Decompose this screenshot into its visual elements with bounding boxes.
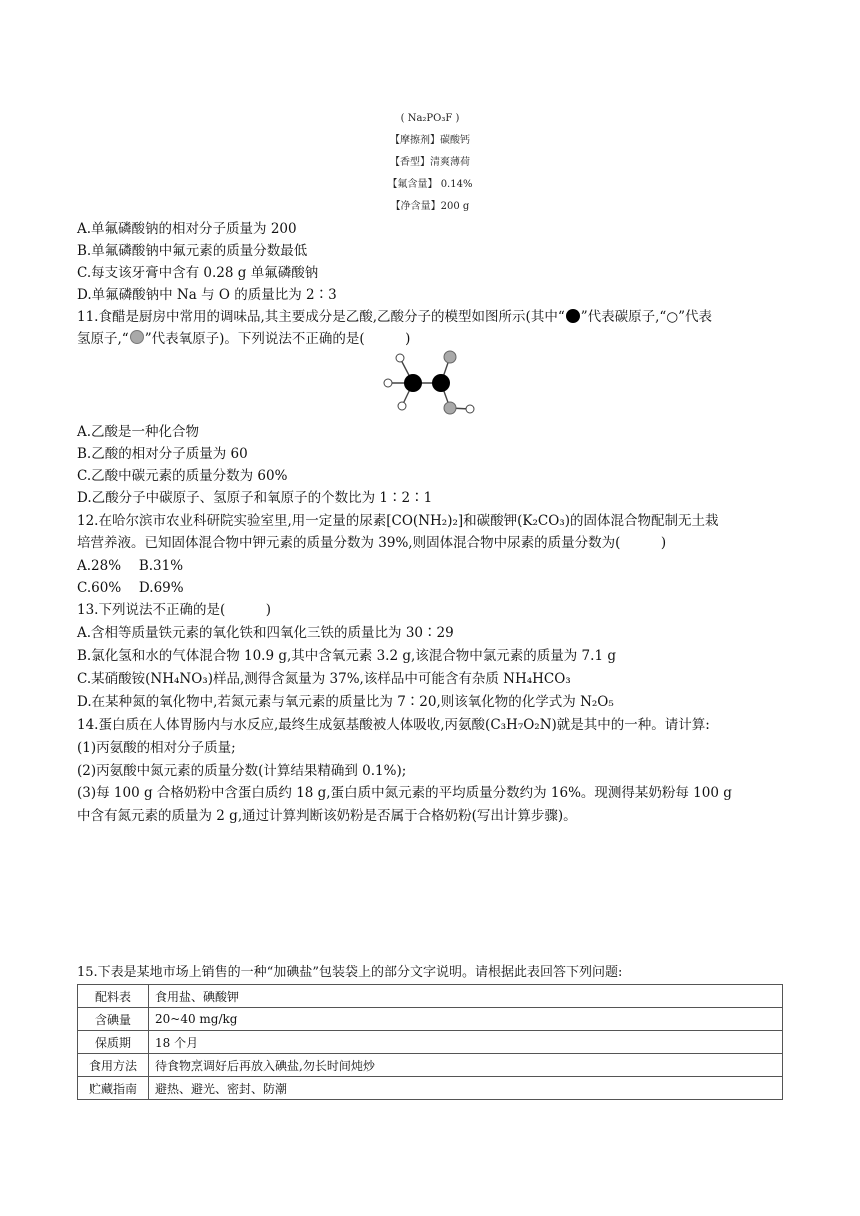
row-value: 20~40 mg/kg [149, 1008, 783, 1031]
hydrogen-atom-icon [384, 379, 392, 387]
q13-option-d: D.在某种氮的氧化物中,若氮元素与氧元素的质量比为 7∶20,则该氧化物的化学式为 N₂O₅ [77, 694, 614, 710]
answer-space[interactable] [77, 830, 783, 950]
q12-options-row1: A.28% B.31% [77, 558, 184, 574]
row-label: 保质期 [78, 1031, 149, 1054]
row-label: 食用方法 [78, 1054, 149, 1077]
label-net: 【净含量】200 g [390, 201, 470, 212]
q11-option-a: A.乙酸是一种化合物 [77, 424, 200, 440]
q12-stem-line1: 12.在哈尔滨市农业科研院实验室里,用一定量的尿素[CO(NH₂)₂]和碳酸钾(K₂CO₃)的固体混合物配制无土栽 [77, 513, 719, 529]
q10-option-c: C.每支该牙膏中含有 0.28 g 单氟磷酸钠 [77, 265, 319, 281]
toothpaste-label [360, 108, 500, 218]
label-abrasive: 【摩擦剂】碳酸钙 [390, 135, 470, 146]
carbon-atom-icon [566, 309, 580, 323]
q12-stem-line2: 培营养液。已知固体混合物中钾元素的质量分数为 39%,则固体混合物中尿素的质量分数为( ) [77, 535, 667, 551]
q11-option-b: B.乙酸的相对分子质量为 60 [77, 446, 248, 462]
q11-stem-line1 [77, 306, 712, 328]
q12-options-row2: C.60% D.69% [77, 580, 184, 596]
table-row [78, 985, 783, 1008]
row-value: 待食物烹调好后再放入碘盐,勿长时间炖炒 [149, 1054, 783, 1077]
acetic-acid-molecule-model [380, 340, 480, 420]
q14-part-1: (1)丙氨酸的相对分子质量; [77, 740, 236, 756]
row-value: 避热、避光、密封、防潮 [149, 1077, 783, 1100]
hydrogen-atom-icon [396, 354, 404, 362]
q13-option-c: C.某硝酸铵(NH₄NO₃)样品,测得含氮量为 37%,该样品中可能含有杂质 NH₄HCO₃ [77, 671, 571, 687]
q11-stem-part1: 11.食醋是厨房中常用的调味品,其主要成分是乙酸,乙酸分子的模型如图所示(其中“ [77, 309, 565, 325]
q10-option-b: B.单氟磷酸钠中氟元素的质量分数最低 [77, 243, 308, 259]
q11-stem-part2: ”代表碳原子,“○”代表 [580, 309, 713, 325]
carbon-atom-icon [404, 374, 422, 392]
label-formula: ( Na₂PO₃F ) [400, 113, 460, 124]
carbon-atom-icon [432, 374, 450, 392]
q14-part-2: (2)丙氨酸中氮元素的质量分数(计算结果精确到 0.1%); [77, 763, 407, 779]
q11-option-d: D.乙酸分子中碳原子、氢原子和氧原子的个数比为 1∶2∶1 [77, 490, 433, 506]
q11-stem-line2 [77, 328, 410, 350]
row-value: 食用盐、碘酸钾 [149, 985, 783, 1008]
iodized-salt-table [77, 984, 783, 1100]
q15-stem: 15.下表是某地市场上销售的一种“加碘盐”包装袋上的部分文字说明。请根据此表回答下列问题: [77, 965, 623, 980]
row-label: 含碘量 [78, 1008, 149, 1031]
oxygen-atom-icon [444, 402, 456, 414]
oxygen-atom-icon [130, 330, 144, 344]
table-row [78, 1054, 783, 1077]
row-label: 贮藏指南 [78, 1077, 149, 1100]
q10-option-d: D.单氟磷酸钠中 Na 与 O 的质量比为 2∶3 [77, 287, 337, 303]
hydrogen-atom-icon [466, 405, 474, 413]
hydrogen-atom-icon [398, 402, 406, 410]
q13-stem: 13.下列说法不正确的是( ) [77, 602, 272, 618]
label-flavor: 【香型】清爽薄荷 [390, 157, 470, 168]
table-row [78, 1031, 783, 1054]
q11-stem-part4: ”代表氧原子)。下列说法不正确的是( ) [144, 331, 411, 347]
q14-part-3-line1: (3)每 100 g 合格奶粉中含蛋白质约 18 g,蛋白质中氮元素的平均质量分数约为 16%。现测得某奶粉每 100 g [77, 785, 732, 801]
q11-stem-part3: 氢原子,“ [77, 331, 129, 347]
q14-part-3-line2: 中含有氮元素的质量为 2 g,通过计算判断该奶粉是否属于合格奶粉(写出计算步骤)。 [77, 808, 577, 824]
table-row [78, 1077, 783, 1100]
q11-option-c: C.乙酸中碳元素的质量分数为 60% [77, 468, 288, 484]
row-value: 18 个月 [149, 1031, 783, 1054]
table-row [78, 1008, 783, 1031]
q13-option-a: A.含相等质量铁元素的氧化铁和四氧化三铁的质量比为 30∶29 [77, 625, 454, 641]
q13-option-b: B.氯化氢和水的气体混合物 10.9 g,其中含氧元素 3.2 g,该混合物中氯元素的质量为 7.1 g [77, 648, 616, 664]
q14-stem: 14.蛋白质在人体胃肠内与水反应,最终生成氨基酸被人体吸收,丙氨酸(C₃H₇O₂N)就是其中的一种。请计算: [77, 717, 710, 733]
q10-option-a: A.单氟磷酸钠的相对分子质量为 200 [77, 221, 297, 237]
row-label: 配料表 [78, 985, 149, 1008]
label-fluorine: 【氟含量】 0.14% [387, 179, 473, 190]
oxygen-atom-icon [444, 351, 456, 363]
